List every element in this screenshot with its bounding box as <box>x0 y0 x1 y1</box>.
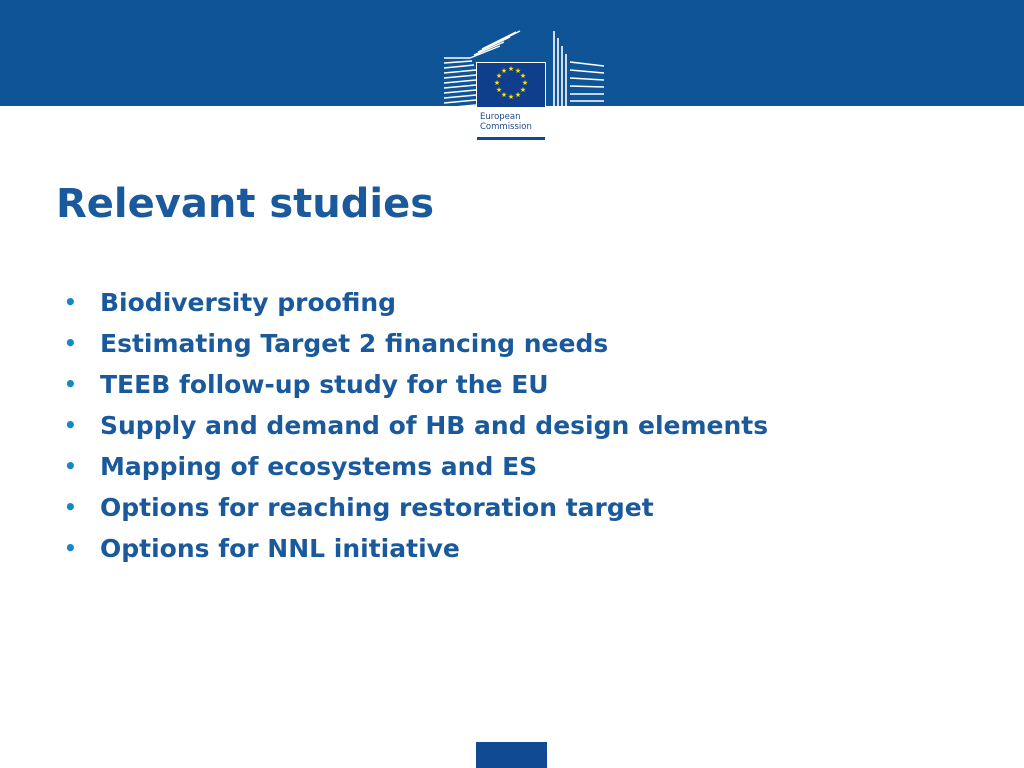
eu-flag-tab-icon <box>476 742 547 768</box>
list-item-text: Options for NNL initiative <box>100 534 460 563</box>
svg-text:★: ★ <box>514 91 522 99</box>
bullet-icon: • <box>64 495 77 519</box>
list-item-text: TEEB follow-up study for the EU <box>100 370 549 399</box>
svg-text:★: ★ <box>519 86 527 94</box>
svg-text:★: ★ <box>521 79 529 87</box>
svg-text:★: ★ <box>495 86 503 94</box>
list-item-text: Biodiversity proofing <box>100 288 397 317</box>
svg-text:★: ★ <box>514 67 522 75</box>
bullet-icon: • <box>64 372 77 396</box>
svg-text:★: ★ <box>493 79 501 87</box>
bullet-icon: • <box>64 536 77 560</box>
slide-title: Relevant studies <box>56 181 435 227</box>
logo-text-line2: Commission <box>480 122 532 132</box>
list-item-text: Mapping of ecosystems and ES <box>100 452 538 481</box>
bullet-icon: • <box>64 331 77 355</box>
svg-text:★: ★ <box>500 67 508 75</box>
svg-text:★: ★ <box>507 93 515 101</box>
svg-text:★: ★ <box>519 72 527 80</box>
bullet-icon: • <box>64 413 77 437</box>
bullet-icon: • <box>64 454 77 478</box>
logo-text-line1: European <box>480 112 521 122</box>
svg-text:★: ★ <box>495 72 503 80</box>
list-item-text: Supply and demand of HB and design elements <box>100 411 769 440</box>
bullet-icon: • <box>64 290 77 314</box>
svg-text:★: ★ <box>507 65 515 73</box>
list-item-text: Estimating Target 2 financing needs <box>100 329 609 358</box>
list-item-text: Options for reaching restoration target <box>100 493 654 522</box>
svg-text:★: ★ <box>500 91 508 99</box>
logo-text <box>480 112 550 132</box>
